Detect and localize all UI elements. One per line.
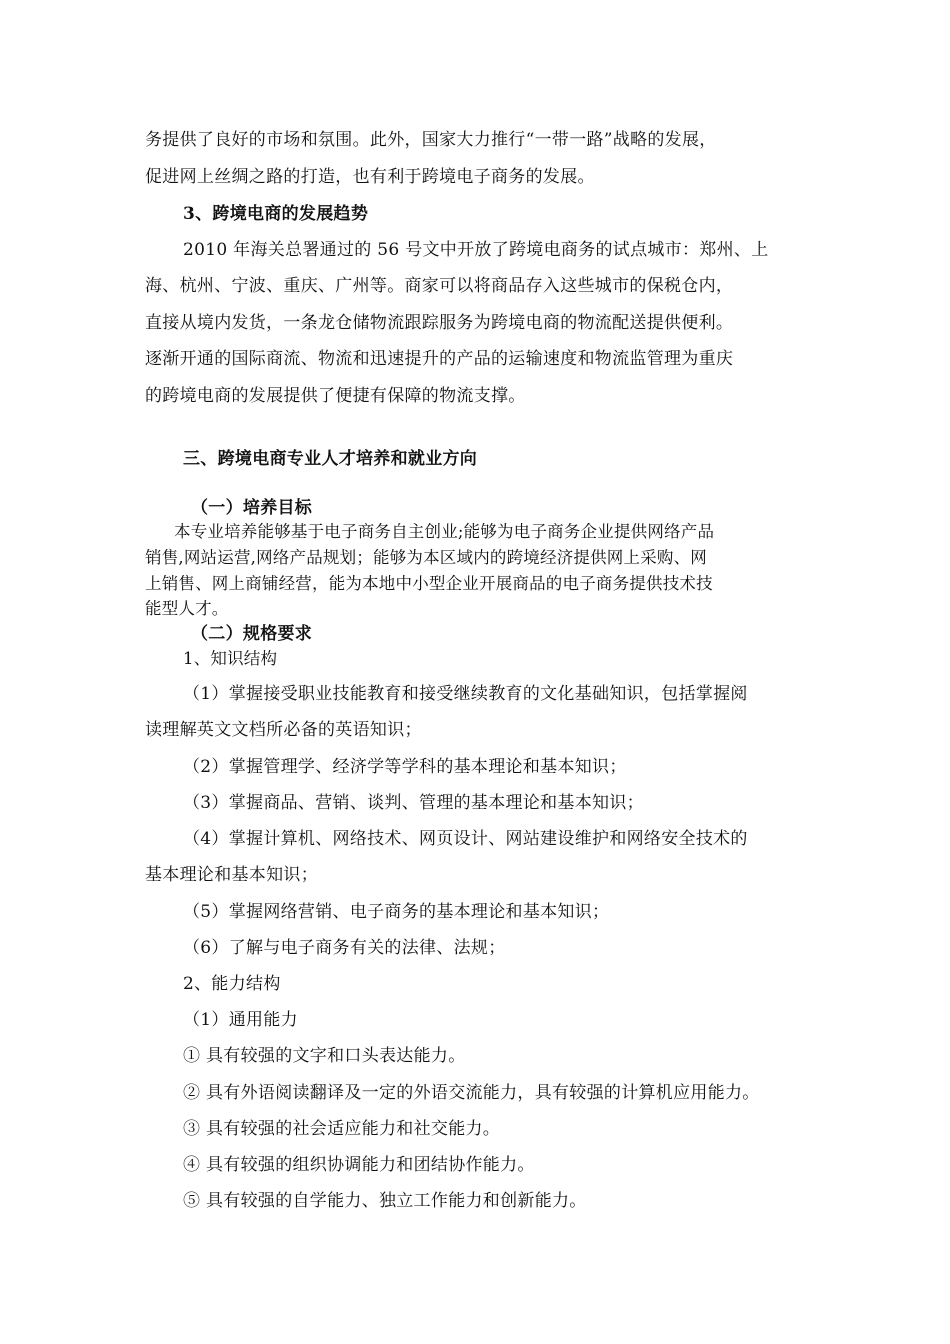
paragraph-line: 上销售、网上商铺经营，能为本地中小型企业开展商品的电子商务提供技术技 — [145, 574, 713, 593]
list-item: （5）掌握网络营销、电子商务的基本理论和基本知识； — [183, 902, 610, 922]
list-item: ⑤ 具有较强的自学能力、独立工作能力和创新能力。 — [183, 1191, 587, 1211]
subsection-heading: （二）规格要求 — [191, 624, 313, 644]
list-item: （4）掌握计算机、网络技术、网页设计、网站建设维护和网络安全技术的 — [183, 829, 748, 849]
section-heading: 三、跨境电商专业人才培养和就业方向 — [183, 449, 478, 469]
subsection-heading: （一）培养目标 — [191, 498, 313, 518]
list-item: ② 具有外语阅读翻译及一定的外语交流能力，具有较强的计算机应用能力。 — [183, 1083, 760, 1103]
list-item-continuation: 基本理论和基本知识； — [145, 865, 318, 885]
paragraph-line: 的跨境电商的发展提供了便捷有保障的物流支撑。 — [145, 386, 526, 406]
paragraph-line: 销售,网站运营,网络产品规划；能够为本区域内的跨境经济提供网上采购、网 — [145, 548, 707, 567]
list-item: （2）掌握管理学、经济学等学科的基本理论和基本知识； — [183, 757, 627, 777]
list-subheading: （1）通用能力 — [183, 1010, 298, 1030]
paragraph-line: 海、杭州、宁波、重庆、广州等。商家可以将商品存入这些城市的保税仓内， — [145, 276, 734, 296]
list-item: （3）掌握商品、营销、谈判、管理的基本理论和基本知识； — [183, 793, 644, 813]
paragraph-line: 务提供了良好的市场和氛围。此外，国家大力推行“一带一路”战略的发展， — [145, 130, 717, 150]
list-heading: 2、能力结构 — [183, 974, 281, 994]
paragraph-line: 促进网上丝绸之路的打造，也有利于跨境电子商务的发展。 — [145, 167, 595, 187]
list-item: （1）掌握接受职业技能教育和接受继续教育的文化基础知识，包括掌握阅 — [183, 684, 748, 704]
paragraph-line: 2010 年海关总署通过的 56 号文中开放了跨境电商务的试点城市：郑州、上 — [183, 240, 769, 260]
list-item: ① 具有较强的文字和口头表达能力。 — [183, 1046, 466, 1066]
paragraph-line: 能型人才。 — [145, 599, 229, 618]
list-item: ③ 具有较强的社会适应能力和社交能力。 — [183, 1119, 501, 1139]
subsection-heading: 3、跨境电商的发展趋势 — [183, 204, 369, 224]
paragraph-line: 逐渐开通的国际商流、物流和迅速提升的产品的运输速度和物流监管理为重庆 — [145, 349, 734, 369]
list-item-continuation: 读理解英文文档所必备的英语知识； — [145, 720, 422, 740]
list-item: ④ 具有较强的组织协调能力和团结协作能力。 — [183, 1155, 535, 1175]
list-heading: 1、知识结构 — [183, 649, 278, 668]
list-item: （6）了解与电子商务有关的法律、法规； — [183, 938, 506, 958]
paragraph-line: 本专业培养能够基于电子商务自主创业;能够为电子商务企业提供网络产品 — [174, 522, 715, 541]
paragraph-line: 直接从境内发货，一条龙仓储物流跟踪服务为跨境电商的物流配送提供便利。 — [145, 313, 734, 333]
